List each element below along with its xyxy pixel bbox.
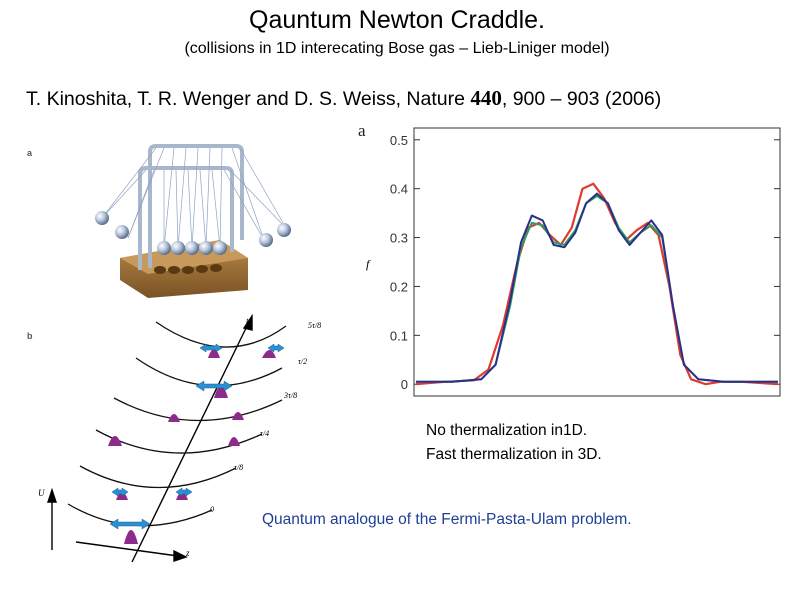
y-tick-label: 0.2 — [389, 279, 408, 295]
potential-wells — [68, 322, 286, 526]
newton-cradle-illustration — [90, 140, 320, 300]
slide-title: Qauntum Newton Craddle. — [249, 6, 545, 34]
cradle-strings — [102, 148, 286, 248]
citation-authors: T. Kinoshita, T. R. Wenger and D. S. Weiss, Nature — [26, 88, 471, 110]
y-tick-label: 0.3 — [389, 230, 408, 246]
note-1d: No thermalization in1D. — [426, 422, 588, 439]
z-axis-label: z — [186, 548, 190, 558]
note-3d: Fast thermalization in 3D. — [426, 446, 602, 463]
time-label-t8: τ/8 — [234, 463, 244, 472]
fpu-note: Quantum analogue of the Fermi-Pasta-Ulam problem. — [262, 511, 632, 528]
y-tick-label: 0.4 — [389, 181, 408, 197]
series-line-1 — [416, 196, 778, 382]
time-label-3t8: 3τ/8 — [284, 391, 298, 400]
slide-subtitle: (collisions in 1D interecating Bose gas – Lieb-Liniger model) — [184, 40, 610, 57]
panel-b-label: b — [27, 331, 33, 341]
panel-a-label: a — [27, 148, 33, 158]
y-tick-label: 0.5 — [389, 132, 408, 148]
u-axis-label: U — [38, 488, 45, 498]
y-tick-label: 0 — [400, 377, 408, 393]
citation-volume: 440 — [470, 86, 502, 110]
series-line-2 — [416, 194, 778, 382]
time-label-5t8: 5τ/8 — [308, 321, 322, 330]
z-axis-arrowhead — [174, 551, 186, 561]
citation-pages: , 900 – 903 (2006) — [501, 88, 662, 110]
series-line-0 — [416, 184, 778, 384]
density-chart — [360, 122, 790, 404]
y-axis-label: f — [366, 257, 370, 271]
time-label-t2: τ/2 — [298, 357, 308, 366]
citation — [26, 86, 661, 111]
u-axis-arrowhead — [48, 490, 56, 502]
time-label-t4: τ/4 — [260, 429, 270, 438]
plot-frame — [414, 128, 780, 396]
t-axis-label: t — [246, 316, 249, 326]
y-tick-label: 0.1 — [389, 328, 408, 344]
time-label-0: 0 — [210, 505, 214, 514]
z-axis — [76, 542, 178, 556]
plot-panel-label: a — [358, 121, 366, 140]
wavepacket-diagram — [36, 310, 356, 572]
